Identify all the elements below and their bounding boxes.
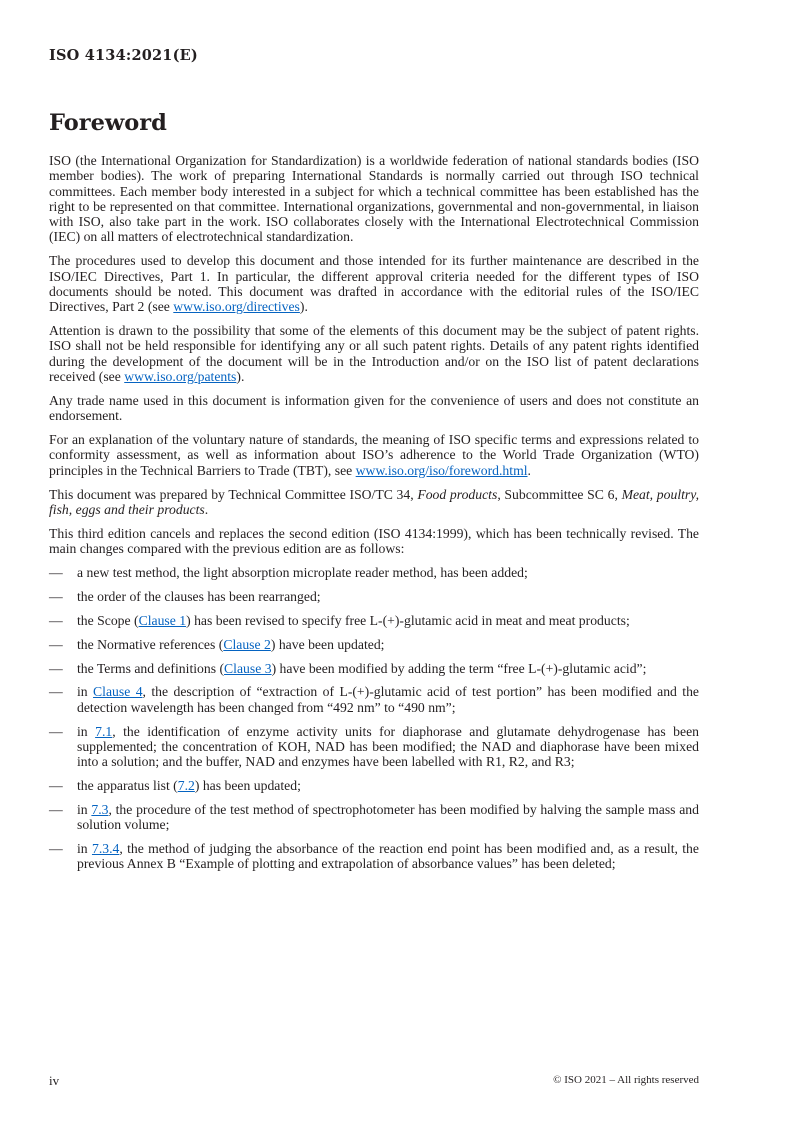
dash-bullet: — [49,564,63,580]
directives-link[interactable]: www.iso.org/directives [173,299,300,315]
paragraph-text-end: . [204,501,209,517]
paragraph-text: , Subcommittee SC 6, [497,486,622,502]
dash-bullet: — [49,802,63,817]
paragraph-text: For an explanation of the voluntary nature of standards, the meaning of ISO specific terms and expressions related to conformity assessment, as well as information about ISO’s adherence to the World Trade Organization (WTO) principles in the Technical Barriers to Trade (TBT), see [49,432,699,478]
paragraph-text: The procedures used to develop this document and those intended for its further maintenance are described in the ISO/IEC Directives, Part 1. In particular, the different approval criteria needed for the different types of ISO documents should be noted. This document was drafted in accordance with the editorial rules of the ISO/IEC Directives, Part 2 (see [49,253,699,315]
list-item-text: the apparatus list ( [77,778,178,794]
section-7-2-link[interactable]: 7.2 [177,778,195,794]
section-7-1-link[interactable]: 7.1 [95,723,113,739]
list-item-text: a new test method, the light absorption microplate reader method, has been added; [77,564,528,580]
list-item-text: in [77,841,92,857]
list-item-text: ) has been revised to specify free L-(+)-glutamic acid in meat and meat products; [186,612,630,628]
list-item-text: ) have been modified by adding the term “free L-(+)-glutamic acid”; [271,660,647,676]
list-item-text: the order of the clauses has been rearranged; [77,588,321,604]
paragraph-text-end: . [527,462,531,478]
paragraph-patents [49,323,699,384]
list-item-text: , the description of “extraction of L-(+)-glutamic acid of test portion” has been modified and the detection wavelength has been changed from “492 nm” to “490 nm”; [77,684,699,715]
list-item [49,565,699,580]
dash-bullet: — [49,588,63,604]
list-item [49,684,699,715]
paragraph-voluntary-nature [49,432,699,478]
paragraph-procedures [49,253,699,314]
list-item-text: , the procedure of the test method of spectrophotometer has been modified by halving the sample mass and solution volume; [77,802,699,833]
copyright-notice: © ISO 2021 – All rights reserved [553,1074,699,1086]
list-item [49,637,699,652]
paragraph-iso-intro: ISO (the International Organization for Standardization) is a worldwide federation of national standards bodies (ISO member bodies). The work of preparing International Standards is normally carried out through ISO technical committees. Each member body interested in a subject for which a technical committee has been established has the right to be represented on that committee. International organizations, governmental and non-governmental, in liaison with ISO, also take part in the work. ISO collaborates closely with the International Electrotechnical Commission (IEC) on all matters of electrotechnical standardization. [49,153,699,245]
dash-bullet: — [49,660,63,676]
list-item-text: in [77,802,92,817]
committee-name: Food products [417,486,498,502]
paragraph-edition: This third edition cancels and replaces the second edition (ISO 4134:1999), which has been technically revised. The main changes compared with the previous edition are as follows: [49,525,699,557]
section-7-3-link[interactable]: 7.3 [91,802,109,817]
list-item-text: ) have been updated; [270,636,385,652]
clause-4-link[interactable]: Clause 4 [93,684,143,700]
dash-bullet: — [49,612,63,628]
list-item-text: the Terms and definitions ( [77,660,225,676]
list-item [49,613,699,628]
list-item [49,589,699,604]
foreword-body [49,153,699,880]
list-item [49,802,699,833]
dash-bullet: — [49,778,63,794]
dash-bullet: — [49,636,63,652]
document-id-header: ISO 4134:2021(E) [49,47,198,64]
list-item-text: ) has been updated; [194,778,301,794]
foreword-link[interactable]: www.iso.org/iso/foreword.html [355,462,528,478]
dash-bullet: — [49,723,63,739]
dash-bullet: — [49,841,63,857]
list-item-text: the Scope ( [77,612,139,628]
section-7-3-4-link[interactable]: 7.3.4 [91,841,120,857]
list-item [49,661,699,676]
clause-3-link[interactable]: Clause 3 [224,660,272,676]
patents-link[interactable]: www.iso.org/patents [124,369,237,385]
list-item-text: in [77,723,96,739]
clause-2-link[interactable]: Clause 2 [223,636,271,652]
list-item [49,724,699,770]
paragraph-text-end: ). [299,299,308,315]
page-title: Foreword [49,110,167,136]
list-item-text: in [77,684,94,700]
list-item-text: the Normative references ( [77,636,224,652]
paragraph-committee [49,487,699,518]
dash-bullet: — [49,684,63,700]
list-item [49,778,699,793]
changes-list [49,565,699,872]
page-number: iv [49,1073,60,1088]
list-item-text: , the method of judging the absorbance of the reaction end point has been modified and, as a result, the previous Annex B “Example of plotting and extrapolation of absorbance values” has been deleted; [77,841,699,872]
subcommittee-name: Meat, poultry, fish, eggs and their products [49,486,699,517]
list-item [49,841,699,872]
paragraph-text: This document was prepared by Technical Committee ISO/TC 34, [49,486,418,502]
clause-1-link[interactable]: Clause 1 [138,612,187,628]
paragraph-text: Attention is drawn to the possibility that some of the elements of this document may be the subject of patent rights. ISO shall not be held responsible for identifying any or all such patent rights. Details of any patent rights identified during the development of the document will be in the Introduction and/or on the ISO list of patent declarations received (see [49,323,699,385]
paragraph-text-end: ). [236,369,245,385]
list-item-text: , the identification of enzyme activity units for diaphorase and glutamate dehydrogenase has been supplemented; the concentration of KOH, NAD has been modified; the NAD and diaphorase have been mixed into a solution; and the buffer, NAD and enzymes have been labelled with R1, R2, and R3; [77,723,699,770]
paragraph-trade-name: Any trade name used in this document is information given for the convenience of users and does not constitute an endorsement. [49,392,699,424]
